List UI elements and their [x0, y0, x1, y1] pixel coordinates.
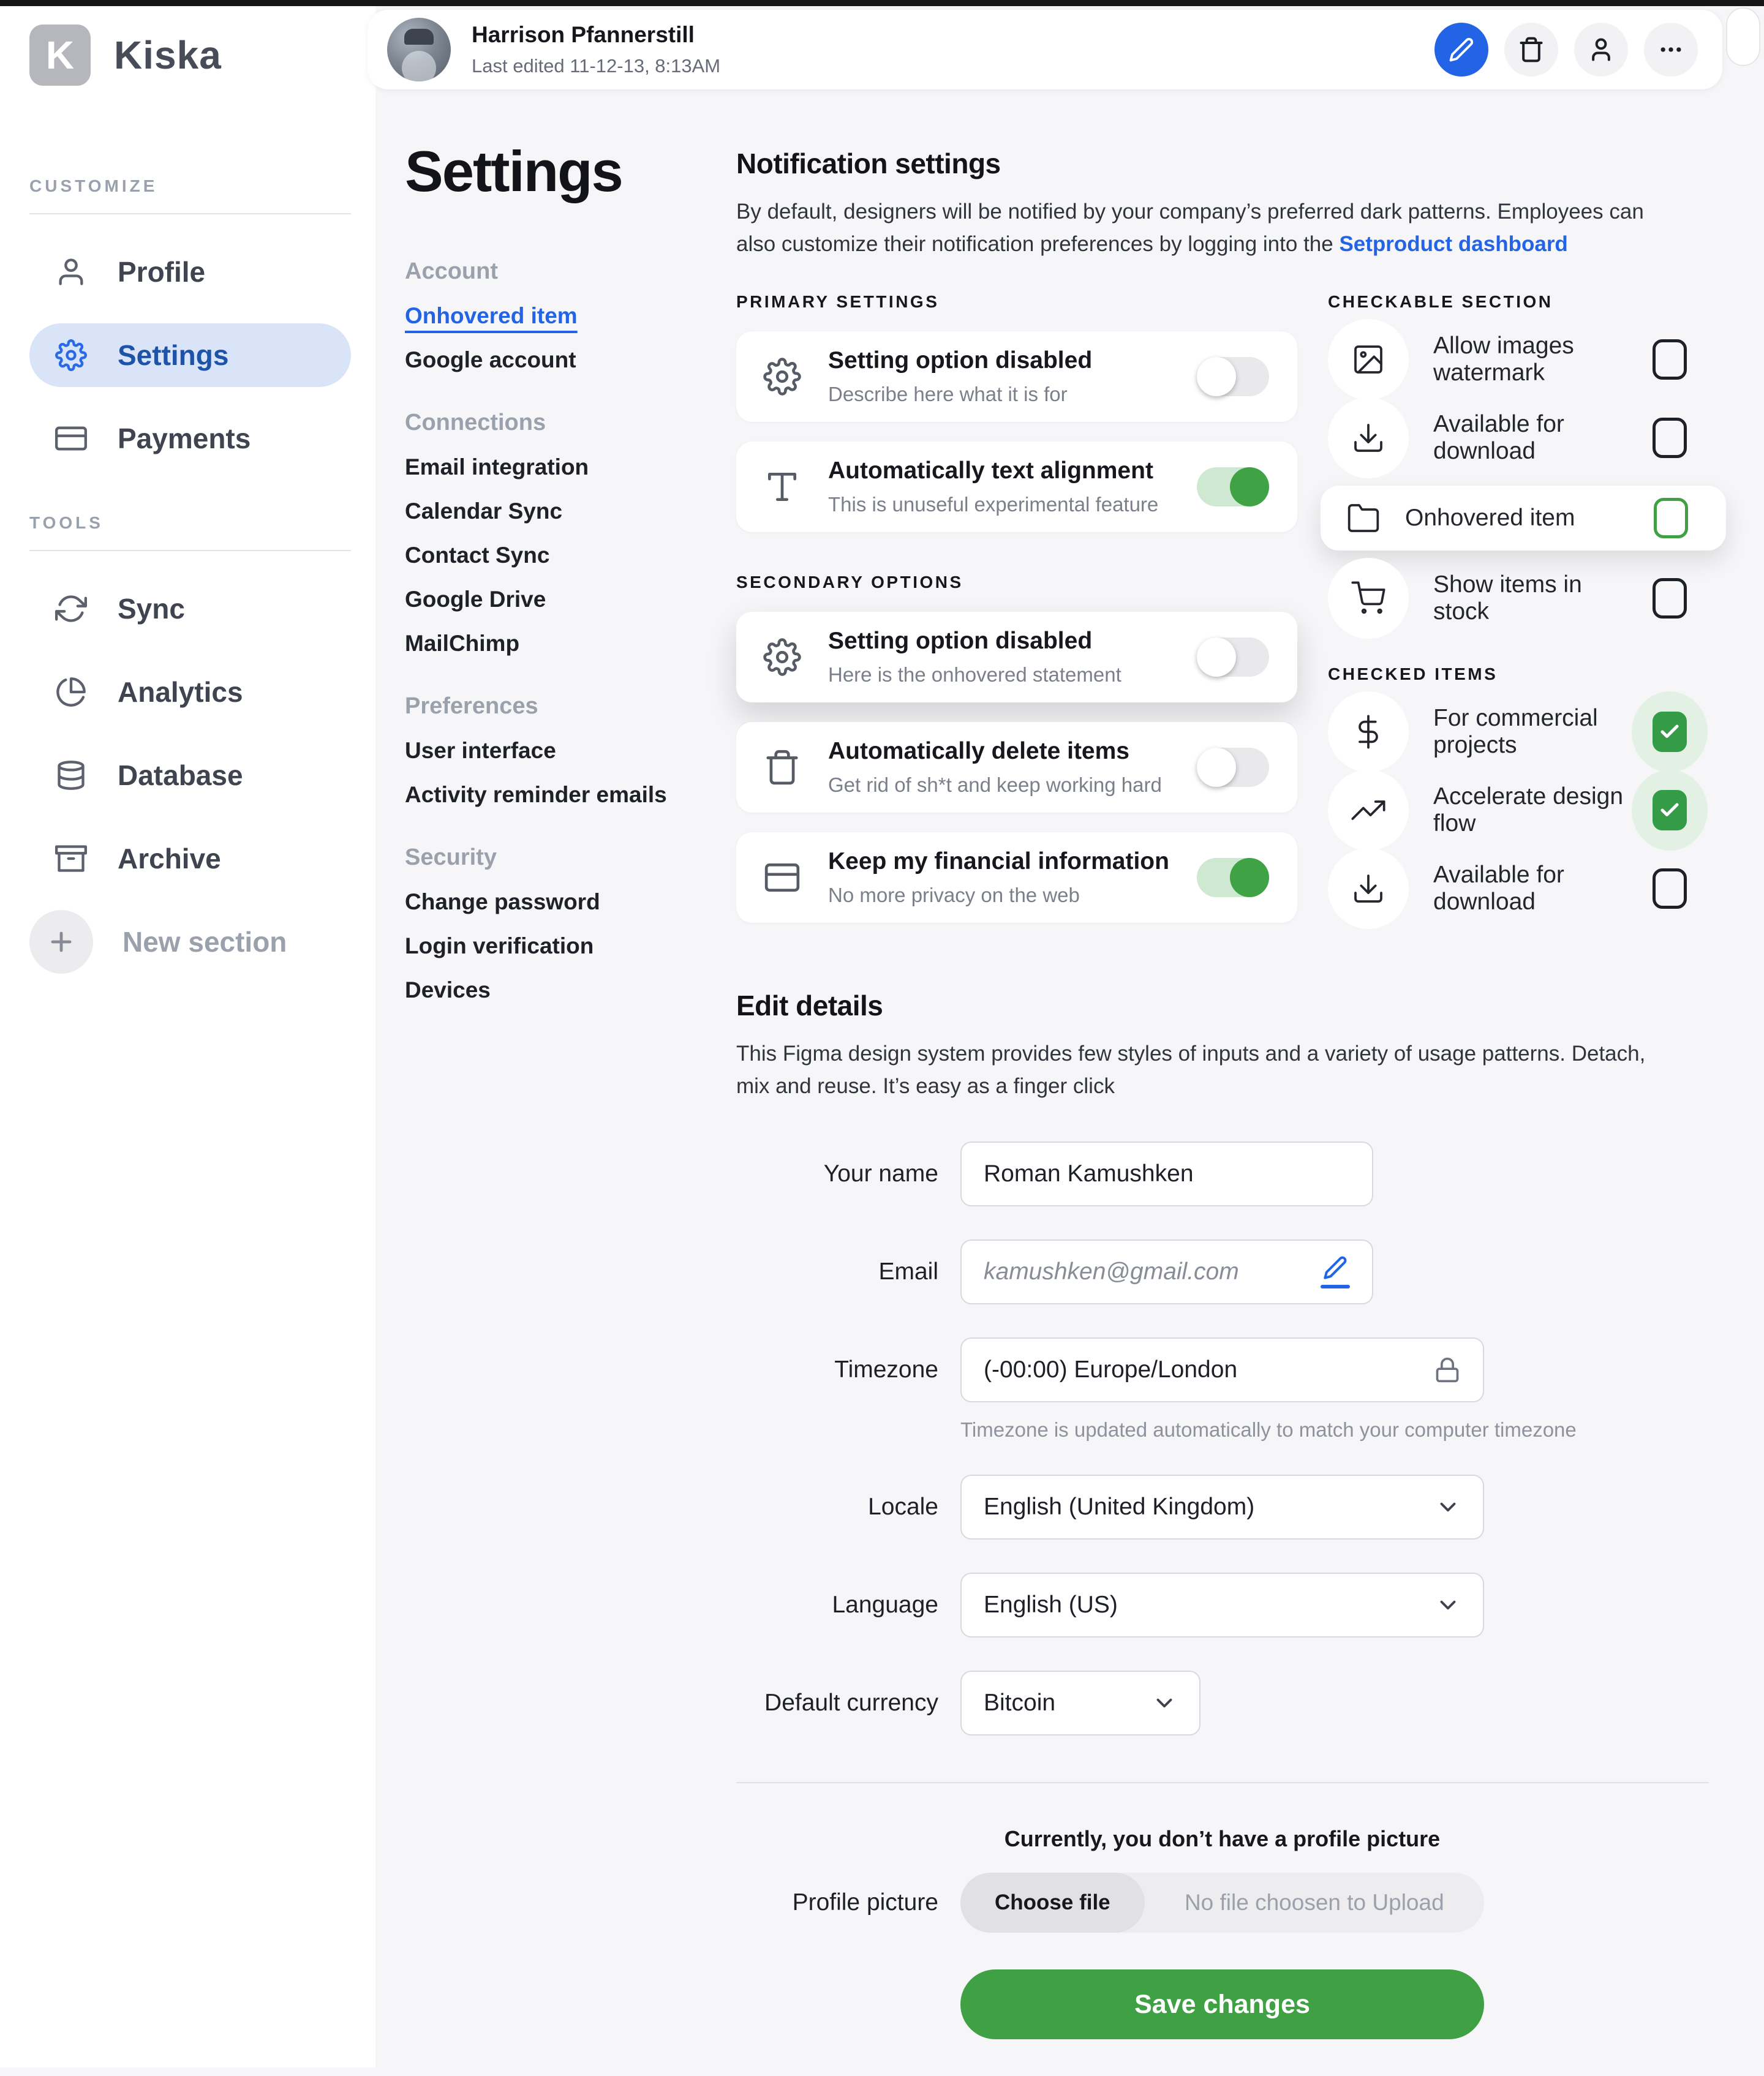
toggle-switch-on[interactable] — [1197, 858, 1269, 897]
checkable-row-download — [1328, 399, 1710, 477]
type-icon — [763, 468, 801, 506]
primary-settings-label: PRIMARY SETTINGS — [736, 292, 940, 311]
locale-select[interactable] — [960, 1475, 1484, 1540]
setting-title: Setting option disabled — [828, 347, 1093, 374]
gear-icon — [55, 339, 87, 371]
timezone-value: (-00:00) Europe/London — [984, 1356, 1238, 1383]
checkbox-halo — [1632, 770, 1708, 851]
settings-subnav-column — [405, 138, 723, 1003]
subnav-group-connections: Connections — [405, 410, 546, 435]
sidebar-item-label: Profile — [118, 256, 206, 288]
secondary-options-label: SECONDARY OPTIONS — [736, 573, 963, 592]
notification-settings-title: Notification settings — [736, 148, 1001, 179]
locale-label: Locale — [868, 1494, 938, 1520]
sidebar-item-payments[interactable] — [29, 407, 351, 470]
sidebar-item-label: Archive — [118, 843, 221, 874]
person-icon — [55, 256, 87, 288]
archive-icon — [55, 843, 87, 874]
sidebar-section-tools: TOOLS — [29, 513, 104, 532]
toggle-switch-off[interactable] — [1197, 748, 1269, 787]
toggle-switch-off[interactable] — [1197, 637, 1269, 677]
choose-file-button[interactable]: Choose file — [960, 1873, 1145, 1933]
new-section-button[interactable] — [29, 910, 353, 974]
subnav-item-login-verification[interactable]: Login verification — [405, 933, 594, 958]
folder-icon — [1346, 501, 1381, 535]
divider — [29, 213, 351, 214]
subnav-item-activity-reminder[interactable]: Activity reminder emails — [405, 782, 667, 807]
setting-title: Setting option disabled — [828, 628, 1093, 654]
checkable-row-onhovered[interactable] — [1321, 486, 1726, 551]
notification-settings-description — [736, 196, 1667, 260]
currency-select[interactable] — [960, 1671, 1200, 1736]
toggles-column — [736, 292, 1297, 928]
setproduct-dashboard-link[interactable]: Setproduct dashboard — [1339, 231, 1568, 256]
edit-details-title: Edit details — [736, 990, 883, 1021]
checked-items-label: CHECKED ITEMS — [1328, 664, 1498, 683]
checked-label: Accelerate design flow — [1433, 783, 1624, 837]
trash-icon — [763, 748, 801, 786]
sidebar-item-profile[interactable] — [29, 240, 351, 304]
language-value: English (US) — [984, 1592, 1118, 1618]
checkbox-unchecked[interactable] — [1653, 418, 1687, 458]
toggle-switch-off[interactable] — [1197, 357, 1269, 396]
checkbox-hovered[interactable] — [1654, 498, 1688, 538]
sidebar-item-analytics[interactable] — [29, 660, 351, 724]
checkable-section-label: CHECKABLE SECTION — [1328, 292, 1553, 311]
sidebar-item-label: Payments — [118, 423, 251, 454]
pencil-icon — [1323, 1255, 1348, 1280]
sidebar-item-archive[interactable] — [29, 827, 351, 890]
email-input[interactable] — [984, 1258, 1321, 1285]
header-actions — [1434, 23, 1698, 77]
chevron-down-icon — [1435, 1592, 1461, 1618]
plus-icon — [29, 910, 93, 974]
profile-header-card — [368, 10, 1722, 89]
checkbox-unchecked[interactable] — [1653, 578, 1687, 619]
email-field — [960, 1239, 1373, 1304]
currency-label: Default currency — [764, 1690, 938, 1716]
toggle-knob — [1197, 637, 1236, 677]
setting-title: Automatically text alignment — [828, 457, 1153, 484]
profile-picture-note: Currently, you don’t have a profile picture — [1004, 1826, 1441, 1851]
edit-details-form — [736, 1141, 1710, 1736]
profile-picture-label: Profile picture — [792, 1889, 938, 1916]
save-changes-button[interactable]: Save changes — [960, 1969, 1484, 2039]
timezone-helper-text: Timezone is updated automatically to match your computer timezone — [960, 1418, 1577, 1441]
pie-chart-icon — [55, 676, 87, 708]
image-icon — [1328, 319, 1409, 400]
name-label: Your name — [823, 1160, 938, 1187]
scrollbar-thumb[interactable] — [1726, 7, 1760, 66]
setting-subtitle: This is unuseful experimental feature — [828, 493, 1159, 516]
setting-subtitle: Describe here what it is for — [828, 383, 1068, 405]
divider — [736, 1782, 1709, 1783]
edit-email-button[interactable] — [1321, 1255, 1350, 1288]
sidebar-item-settings[interactable] — [29, 323, 351, 387]
setting-card-text-alignment — [736, 442, 1297, 532]
database-icon — [55, 759, 87, 791]
more-button[interactable] — [1644, 23, 1698, 77]
avatar — [387, 18, 451, 81]
subnav-item-contact-sync[interactable]: Contact Sync — [405, 543, 550, 568]
credit-card-icon — [763, 859, 801, 897]
person-icon — [1588, 36, 1615, 63]
setting-card-option-disabled — [736, 331, 1297, 422]
pencil-icon — [1449, 37, 1474, 62]
page-title: Settings — [405, 139, 622, 203]
sync-icon — [55, 593, 87, 625]
top-noise-strip — [0, 0, 1764, 6]
sidebar-section-customize: CUSTOMIZE — [29, 176, 158, 195]
gear-icon — [763, 638, 801, 676]
subnav-item-calendar-sync[interactable]: Calendar Sync — [405, 498, 563, 524]
sidebar-item-database[interactable] — [29, 743, 351, 807]
toggle-knob — [1230, 858, 1269, 897]
subnav-group-account: Account — [405, 258, 498, 284]
sidebar-item-label: Sync — [118, 593, 185, 625]
setting-title: Keep my financial information — [828, 848, 1169, 874]
subnav-item-user-interface[interactable]: User interface — [405, 738, 556, 763]
header-texts — [472, 22, 720, 77]
file-upload-status: No file choosen to Upload — [1184, 1890, 1444, 1915]
file-upload-control[interactable] — [960, 1873, 1484, 1933]
gear-icon — [763, 358, 801, 396]
checkable-label: Available for download — [1433, 411, 1564, 464]
sidebar-item-sync[interactable] — [29, 577, 351, 641]
checkboxes-column — [1297, 292, 1710, 928]
email-label: Email — [878, 1258, 938, 1285]
subnav-group-preferences: Preferences — [405, 693, 538, 719]
checked-label: Available for download — [1433, 862, 1564, 915]
edit-details-section — [736, 989, 1710, 2039]
brand — [29, 24, 353, 86]
checkbox-checked[interactable] — [1653, 712, 1687, 752]
download-icon — [1328, 397, 1409, 478]
subnav-group-security: Security — [405, 844, 497, 870]
trending-up-icon — [1328, 770, 1409, 851]
setting-title: Automatically delete items — [828, 738, 1129, 764]
toggle-knob — [1197, 357, 1236, 396]
toggle-knob — [1230, 467, 1269, 506]
dollar-icon — [1328, 691, 1409, 772]
pencil-underline — [1321, 1285, 1350, 1288]
download-icon — [1328, 848, 1409, 929]
toggle-switch-on[interactable] — [1197, 467, 1269, 506]
user-name: Harrison Pfannerstill — [472, 22, 695, 47]
currency-value: Bitcoin — [984, 1690, 1056, 1716]
timezone-field — [960, 1337, 1484, 1402]
setting-subtitle: Here is the onhovered statement — [828, 663, 1121, 686]
cart-icon — [1328, 558, 1409, 639]
account-button[interactable] — [1574, 23, 1628, 77]
checked-label: For commercial projects — [1433, 705, 1598, 758]
setting-card-option-disabled-hovered — [736, 612, 1297, 702]
checkbox-unchecked[interactable] — [1653, 339, 1687, 380]
setting-card-financial-info — [736, 832, 1297, 923]
name-field — [960, 1141, 1373, 1206]
last-edited: Last edited 11-12-13, 8:13AM — [472, 55, 721, 77]
checkbox-halo — [1632, 691, 1708, 772]
checked-row-download — [1328, 849, 1710, 928]
brand-name: Kiska — [114, 33, 222, 77]
delete-button[interactable] — [1504, 23, 1558, 77]
setting-subtitle: No more privacy on the web — [828, 884, 1080, 906]
locale-value: English (United Kingdom) — [984, 1494, 1255, 1520]
sidebar-item-label: Database — [118, 759, 243, 791]
subnav-item-email-integration[interactable]: Email integration — [405, 454, 589, 480]
chevron-down-icon — [1152, 1690, 1177, 1716]
name-input[interactable] — [984, 1160, 1350, 1187]
subnav-item-google-account[interactable]: Google account — [405, 347, 576, 372]
sidebar-item-label: Settings — [118, 339, 229, 371]
sidebar-item-label: Analytics — [118, 676, 243, 708]
checkbox-unchecked[interactable] — [1653, 868, 1687, 909]
chevron-down-icon — [1435, 1494, 1461, 1520]
checkable-label: Allow images watermark — [1433, 333, 1574, 386]
subnav-item-onhovered[interactable]: Onhovered item — [405, 303, 578, 328]
subnav-item-change-password[interactable]: Change password — [405, 889, 600, 914]
main-content — [736, 147, 1710, 2076]
checkable-label: Show items in stock — [1433, 571, 1582, 625]
subnav-item-devices[interactable]: Devices — [405, 977, 491, 1002]
divider — [29, 550, 351, 551]
new-section-label: New section — [123, 926, 287, 958]
checkbox-checked[interactable] — [1653, 790, 1687, 830]
checked-row-commercial — [1328, 693, 1710, 771]
setting-subtitle: Get rid of sh*t and keep working hard — [828, 773, 1162, 796]
toggle-knob — [1197, 748, 1236, 787]
checkable-row-watermark — [1328, 320, 1710, 399]
sidebar — [0, 0, 375, 2067]
setting-card-delete-items — [736, 722, 1297, 813]
description-text: By default, designers will be notified by your company’s preferred dark patterns. Employees can also customize their notification preferences by logging into the — [736, 200, 1644, 256]
timezone-label: Timezone — [834, 1356, 938, 1383]
lock-icon — [1434, 1356, 1461, 1383]
language-label: Language — [832, 1592, 938, 1618]
edit-button[interactable] — [1434, 23, 1488, 77]
edit-details-description: This Figma design system provides few styles of inputs and a variety of usage patterns. Detach, mix and reuse. It’s easy as a finger click — [736, 1042, 1646, 1098]
language-select[interactable] — [960, 1573, 1484, 1638]
subnav — [405, 258, 723, 1003]
checkable-row-stock — [1328, 559, 1710, 637]
subnav-item-mailchimp[interactable]: MailChimp — [405, 631, 520, 656]
subnav-item-google-drive[interactable]: Google Drive — [405, 587, 546, 612]
checked-row-design-flow — [1328, 771, 1710, 849]
checkable-label: Onhovered item — [1405, 505, 1575, 531]
trash-icon — [1518, 36, 1545, 63]
ellipsis-icon — [1657, 36, 1684, 63]
credit-card-icon — [55, 423, 87, 454]
brand-logo: K — [29, 24, 91, 86]
